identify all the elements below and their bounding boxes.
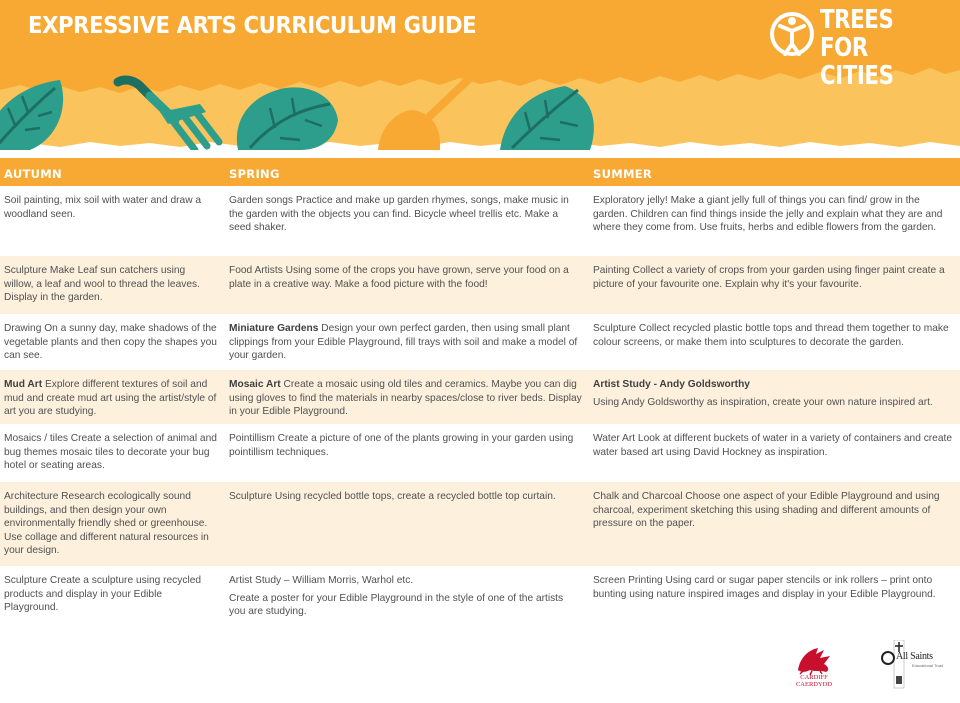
cell-paragraph [229,322,582,363]
cell-activity-text: Chalk and Charcoal Choose one aspect of your Edible Playground and using charcoal, experiment sketching this using shading and different amounts of pressure on the paper. [593,491,940,530]
table-cell-spring [225,566,590,630]
logo-line-1: TREES [820,5,894,35]
cell-activity-text: Drawing On a sunny day, make shadows of the vegetable plants and then copy the shapes you can see. [4,323,217,362]
cell-activity-text: Painting Collect a variety of crops from your garden using finger paint create a picture of your favourite one. Explain why it's your favourite. [593,265,945,290]
cell-paragraph [593,194,952,235]
cell-paragraph [593,432,952,459]
table-cell-autumn [0,256,225,314]
table-cell-autumn [0,424,225,482]
cell-paragraph [593,490,952,531]
cell-activity-text: Sculpture Using recycled bottle tops, create a recycled bottle top curtain. [229,491,556,502]
table-header-row [0,158,960,186]
cardiff-line-2: CAERDYDD [795,681,833,688]
cell-paragraph [229,432,582,459]
cell-paragraph [4,264,217,305]
cell-paragraph [593,264,952,291]
cell-paragraph [229,194,582,235]
table-cell-autumn [0,314,225,370]
cell-activity-text: Pointillism Create a picture of one of the plants growing in your garden using pointillism techniques. [229,433,574,458]
curriculum-table [0,158,960,630]
logo-line-2: FOR CITIES [820,33,894,91]
cell-paragraph [229,378,582,419]
all-saints-logo-text: All Saints [896,651,933,662]
cell-paragraph [593,378,952,392]
cell-paragraph [4,194,217,221]
column-header-spring: SPRING [229,167,280,181]
column-header-summer: SUMMER [593,167,653,181]
table-cell-autumn [0,370,225,424]
table-cell-spring [225,482,590,566]
table-cell-spring [225,370,590,424]
cardiff-logo-text [790,674,838,688]
cell-activity-text: Exploratory jelly! Make a giant jelly full of things you can find/ grow in the garden. Children can find things inside the jelly and explain what they are and where they come from. Use fruits, herbs and edible flowers from the garden. [593,195,943,234]
table-cell-summer [590,186,960,256]
cardiff-line-1: CARDIFF [800,674,828,681]
cell-activity-heading: Mosaic Art [229,379,281,390]
table-row [0,314,960,370]
column-header-autumn: AUTUMN [4,167,62,181]
table-cell-spring [225,186,590,256]
cell-activity-text: Create a poster for your Edible Playground in the style of one of the artists you are studying. [229,592,564,618]
table-row [0,370,960,424]
cell-activity-text: Sculpture Create a sculpture using recycled products and display in your Edible Playground. [4,575,202,614]
cell-activity-heading: Miniature Gardens [229,323,319,334]
cell-activity-text: Food Artists Using some of the crops you have grown, serve your food on a plate in a creative way. Make a food picture with the food! [229,265,569,290]
cell-activity-text: Water Art Look at different buckets of water in a variety of containers and create water based art using David Hockney as inspiration. [593,433,953,458]
table-cell-summer [590,370,960,424]
cell-activity-text: Explore different textures of soil and mud and create mud art using the artist/style of art you are studying. [4,379,217,418]
table-cell-autumn [0,482,225,566]
all-saints-logo-subtext: Educational Trust [912,663,943,668]
cell-activity-text: Artist Study – William Morris, Warhol etc. [229,575,414,586]
cell-activity-text: Architecture Research ecologically sound buildings, and then design your own environmentally friendly shed or greenhouse. Use collage and different natural resources in your design. [4,491,209,557]
cell-paragraph [4,378,217,419]
cell-activity-text: Screen Printing Using card or sugar paper stencils or ink rollers – print onto bunting using nature inspired images and display in your Edible Playground. [593,575,936,600]
header-banner [0,0,960,150]
cell-paragraph [229,574,582,588]
cell-activity-heading: Artist Study - Andy Goldsworthy [593,379,750,390]
cell-activity-text: Garden songs Practice and make up garden rhymes, songs, make music in the garden with the objects you can find. Bicycle wheel trellis etc. Make a seed shaker. [229,195,569,234]
cell-activity-text: Sculpture Make Leaf sun catchers using willow, a leaf and wool to thread the leaves. Display in the garden. [4,265,200,304]
page-title: EXPRESSIVE ARTS CURRICULUM GUIDE [28,13,477,39]
table-cell-spring [225,256,590,314]
table-cell-spring [225,424,590,482]
table-cell-summer [590,256,960,314]
table-cell-spring [225,314,590,370]
table-row [0,424,960,482]
cell-activity-text: Sculpture Collect recycled plastic bottle tops and thread them together to make colour screens, or make them into sculptures to decorate the garden. [593,323,949,348]
cell-activity-text: Using Andy Goldsworthy as inspiration, create your own nature inspired art. [593,396,933,408]
table-row [0,482,960,566]
table-cell-autumn [0,186,225,256]
table-cell-summer [590,314,960,370]
logo-wordmark [820,6,935,90]
cell-activity-heading: Mud Art [4,379,43,390]
cell-paragraph [593,322,952,349]
cell-paragraph [229,592,582,619]
table-row [0,256,960,314]
cell-activity-text: Mosaics / tiles Create a selection of animal and bug themes mosaic tiles to decorate your bug hotel or seating areas. [4,433,217,472]
table-row [0,566,960,630]
cell-paragraph [4,574,217,615]
table-cell-summer [590,566,960,630]
cell-paragraph [4,490,217,558]
cell-paragraph [593,396,952,410]
cell-activity-text: Design your own perfect garden, then using small plant clippings from your Edible Playground, fill trays with soil and make a model of your garden. [229,323,578,362]
cell-paragraph [229,264,582,291]
cell-paragraph [4,432,217,473]
table-cell-autumn [0,566,225,630]
cell-activity-text: Soil painting, mix soil with water and draw a woodland seen. [4,195,202,220]
cell-paragraph [4,322,217,363]
cell-paragraph [593,574,952,601]
table-cell-summer [590,482,960,566]
table-row [0,186,960,256]
cell-activity-text: Create a mosaic using old tiles and ceramics. Maybe you can dig using gloves to find the materials in nearby spaces/close to river beds. Display in your Edible Playground. [229,379,582,418]
table-body [0,186,960,630]
cell-paragraph [229,490,582,504]
table-cell-summer [590,424,960,482]
